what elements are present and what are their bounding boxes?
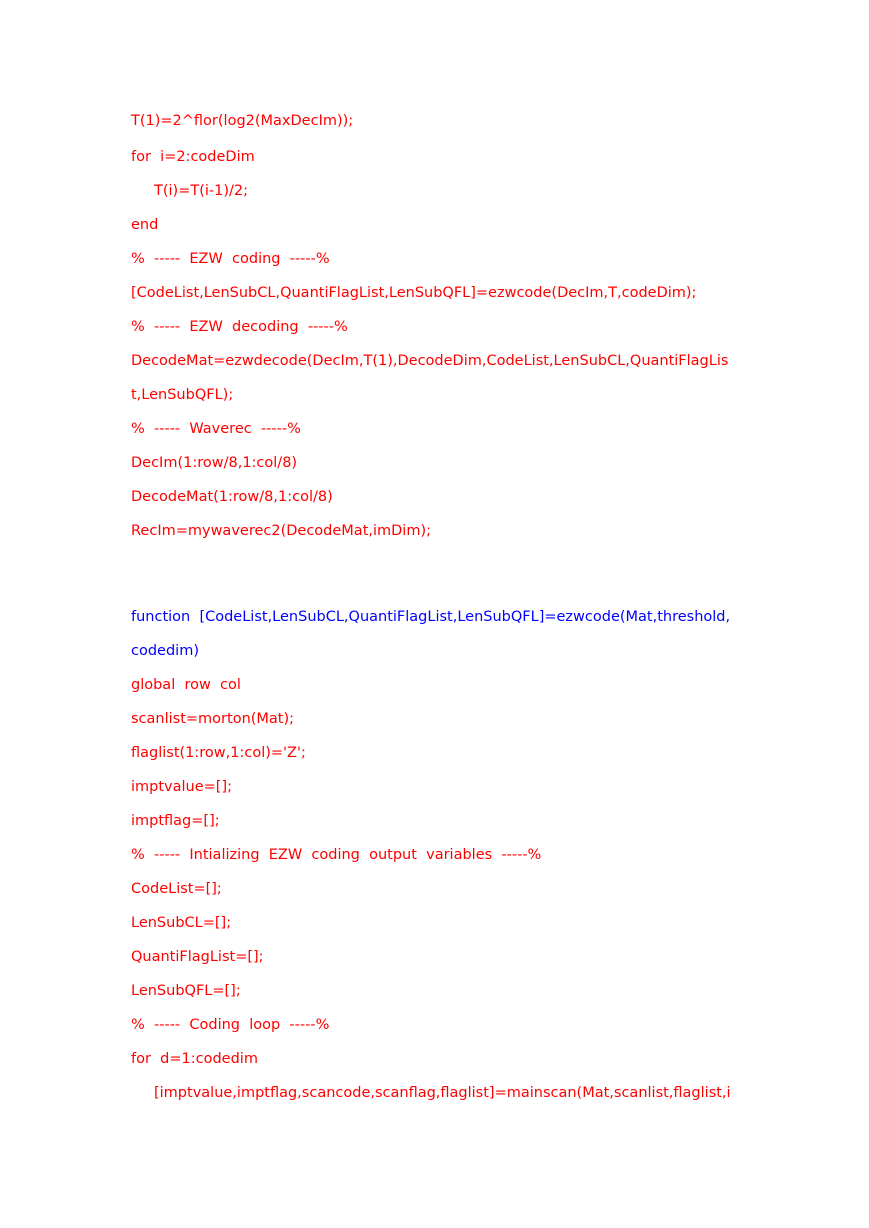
code-comment: % ----- Waverec -----% <box>131 421 301 437</box>
code-line: [imptvalue,imptflag,scancode,scanflag,flaglist]=mainscan(Mat,scanlist,flaglist,i <box>154 1085 731 1101</box>
code-line: for i=2:codeDim <box>131 149 255 165</box>
code-line: RecIm=mywaverec2(DecodeMat,imDim); <box>131 523 431 539</box>
code-line: T(1)=2^flor(log2(MaxDecIm)); <box>131 113 354 129</box>
code-line: DecodeMat=ezwdecode(DecIm,T(1),DecodeDim,CodeList,LenSubCL,QuantiFlagLis <box>131 353 729 369</box>
code-line: [CodeList,LenSubCL,QuantiFlagList,LenSubQFL]=ezwcode(DecIm,T,codeDim); <box>131 285 697 301</box>
code-line: imptvalue=[]; <box>131 779 232 795</box>
code-line: for d=1:codedim <box>131 1051 258 1067</box>
code-comment: % ----- EZW decoding -----% <box>131 319 348 335</box>
code-line: scanlist=morton(Mat); <box>131 711 295 727</box>
code-line: end <box>131 217 159 233</box>
function-header: function [CodeList,LenSubCL,QuantiFlagList,LenSubQFL]=ezwcode(Mat,threshold, <box>131 609 731 625</box>
code-line: t,LenSubQFL); <box>131 387 234 403</box>
code-line: CodeList=[]; <box>131 881 222 897</box>
code-line: flaglist(1:row,1:col)='Z'; <box>131 745 306 761</box>
code-comment: % ----- Intializing EZW coding output variables -----% <box>131 847 542 863</box>
code-line: DecodeMat(1:row/8,1:col/8) <box>131 489 333 505</box>
function-header: codedim) <box>131 643 199 659</box>
code-line: LenSubQFL=[]; <box>131 983 241 999</box>
code-line: DecIm(1:row/8,1:col/8) <box>131 455 298 471</box>
code-line: imptflag=[]; <box>131 813 220 829</box>
code-comment: % ----- EZW coding -----% <box>131 251 330 267</box>
code-line: global row col <box>131 677 241 693</box>
code-line: T(i)=T(i-1)/2; <box>154 183 249 199</box>
code-line: LenSubCL=[]; <box>131 915 232 931</box>
code-line: QuantiFlagList=[]; <box>131 949 264 965</box>
code-comment: % ----- Coding loop -----% <box>131 1017 330 1033</box>
